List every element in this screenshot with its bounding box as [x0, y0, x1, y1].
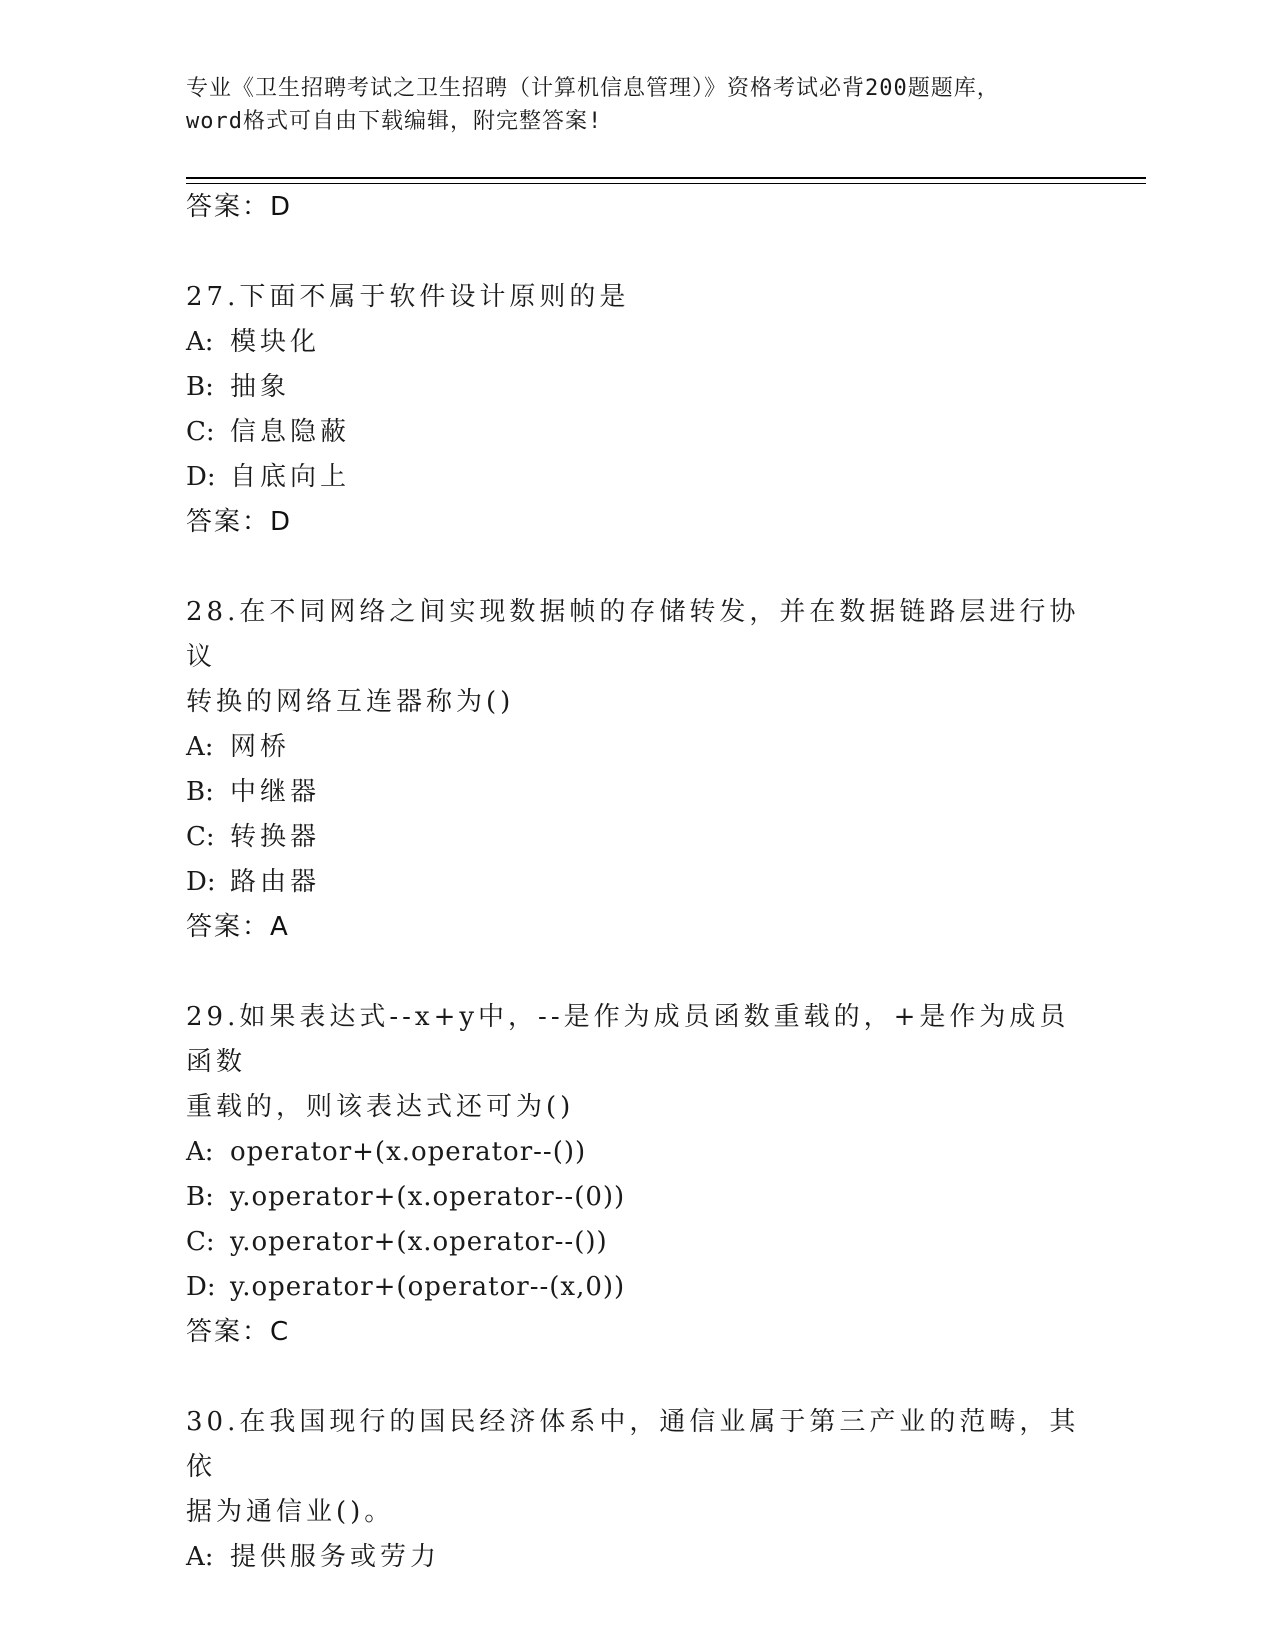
question-28	[186, 590, 1086, 950]
header-rule-thick	[186, 177, 1146, 179]
question-stem: 30.在我国现行的国民经济体系中，通信业属于第三产业的范畴，其依	[186, 1407, 1080, 1482]
option-text: y.operator+(x.operator--())	[230, 1227, 608, 1257]
question-stem-continued: 重载的，则该表达式还可为()	[186, 1092, 575, 1122]
answer-line: 答案：C	[186, 1317, 291, 1347]
question-stem-continued: 据为通信业()。	[186, 1497, 395, 1527]
header-rule-thin	[186, 183, 1146, 184]
question-stem-continued: 转换的网络互连器称为()	[186, 687, 515, 717]
option-b	[186, 770, 1086, 815]
header-line-2: word格式可自由下载编辑，附完整答案!	[186, 109, 603, 134]
answer-line: 答案：A	[186, 912, 290, 942]
option-key: D:	[186, 462, 216, 492]
header-line-1: 专业《卫生招聘考试之卫生招聘（计算机信息管理）》资格考试必背200题题库，	[186, 76, 1000, 101]
question-29	[186, 995, 1086, 1355]
question-stem: 28.在不同网络之间实现数据帧的存储转发，并在数据链路层进行协议	[186, 597, 1080, 672]
option-a	[186, 1130, 1086, 1175]
option-text: 信息隐蔽	[230, 417, 351, 447]
option-key: C:	[186, 822, 215, 852]
document-body	[186, 185, 1086, 1580]
option-b	[186, 365, 1086, 410]
option-c	[186, 410, 1086, 455]
option-text: 提供服务或劳力	[230, 1542, 441, 1572]
question-27	[186, 275, 1086, 545]
option-key: A:	[186, 732, 214, 762]
option-text: 转换器	[230, 822, 321, 852]
option-b	[186, 1175, 1086, 1220]
option-key: C:	[186, 417, 215, 447]
option-text: 自底向上	[230, 462, 351, 492]
option-text: 中继器	[230, 777, 321, 807]
option-key: A:	[186, 1137, 214, 1167]
option-key: B:	[186, 372, 214, 402]
option-a	[186, 320, 1086, 365]
option-c	[186, 815, 1086, 860]
option-key: A:	[186, 327, 214, 357]
answer-line: 答案：D	[186, 192, 293, 222]
option-key: B:	[186, 1182, 214, 1212]
option-text: 抽象	[230, 372, 291, 402]
option-a	[186, 1535, 1086, 1580]
question-30	[186, 1400, 1086, 1580]
option-text: y.operator+(x.operator--(0))	[230, 1182, 626, 1212]
question-stem: 27.下面不属于软件设计原则的是	[186, 282, 630, 312]
option-key: D:	[186, 1272, 216, 1302]
option-text: y.operator+(operator--(x,0))	[230, 1272, 626, 1302]
option-text: operator+(x.operator--())	[230, 1137, 587, 1167]
question-stem: 29.如果表达式--x+y中，--是作为成员函数重载的，+是作为成员函数	[186, 1002, 1070, 1077]
option-key: C:	[186, 1227, 215, 1257]
answer-line: 答案：D	[186, 507, 293, 537]
option-key: B:	[186, 777, 214, 807]
option-text: 模块化	[230, 327, 321, 357]
option-text: 路由器	[230, 867, 321, 897]
option-c	[186, 1220, 1086, 1265]
document-header	[186, 72, 1066, 138]
option-key: D:	[186, 867, 216, 897]
option-d	[186, 1265, 1086, 1310]
option-a	[186, 725, 1086, 770]
option-d	[186, 860, 1086, 905]
option-d	[186, 455, 1086, 500]
option-text: 网桥	[230, 732, 291, 762]
option-key: A:	[186, 1542, 214, 1572]
